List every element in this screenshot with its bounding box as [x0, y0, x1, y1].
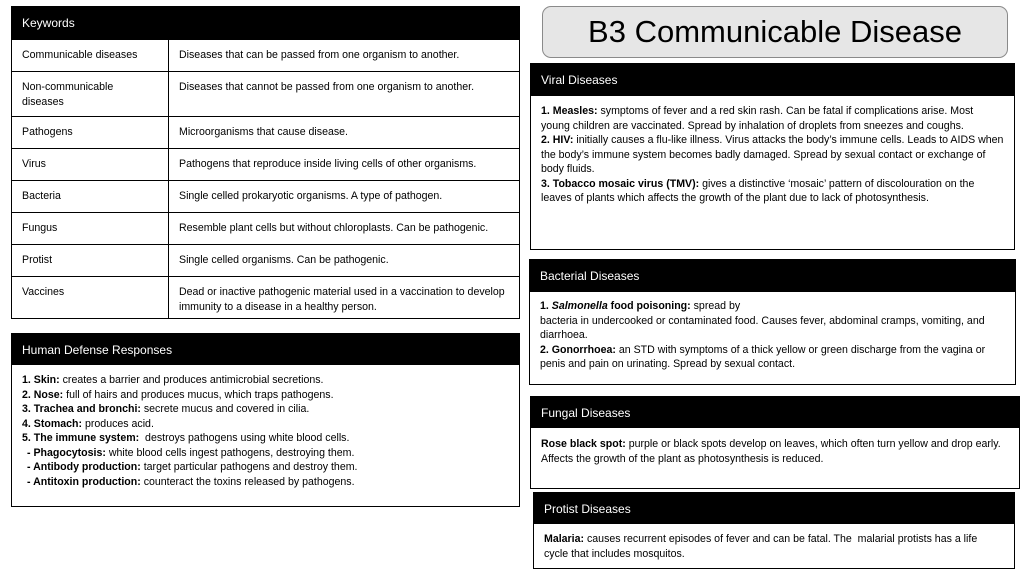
list-item: - Antitoxin production: counteract the toxins released by pathogens. — [27, 475, 355, 488]
bacterial-heading: Bacterial Diseases — [530, 260, 1015, 292]
list-item: 5. The immune system: destroys pathogens using white blood cells. — [22, 432, 350, 444]
viral-body — [531, 96, 1014, 213]
keyword-term: Virus — [12, 149, 169, 180]
keyword-definition: Single celled prokaryotic organisms. A type of pathogen. — [179, 190, 443, 202]
list-item: 2. Gonorrhoea: an STD with symptoms of a thick yellow or green discharge from the vagina or penis and pain on urinating. Spread by sexual contact. — [540, 343, 986, 370]
list-item: - Phagocytosis: white blood cells ingest pathogens, destroying them. — [27, 446, 355, 459]
list-item: 4. Stomach: produces acid. — [22, 417, 154, 430]
bacterial-panel — [529, 259, 1016, 385]
list-item: Malaria: causes recurrent episodes of fever and can be fatal. The malarial protists has a life cycle that includes mosquitos. — [544, 533, 981, 560]
defense-heading: Human Defense Responses — [12, 334, 519, 365]
keyword-definition: Microorganisms that cause disease. — [179, 126, 348, 138]
keyword-definition: Dead or inactive pathogenic material used in a vaccination to develop immunity to a disease in a healthy person. — [179, 286, 505, 313]
list-item: - Antibody production: target particular pathogens and destroy them. — [27, 461, 358, 473]
list-item: 3. Trachea and bronchi: secrete mucus and covered in cilia. — [22, 403, 310, 415]
bacterial-body — [530, 292, 1015, 379]
keyword-definition: Single celled organisms. Can be pathogenic. — [179, 254, 389, 266]
fungal-heading: Fungal Diseases — [531, 397, 1019, 428]
keywords-heading: Keywords — [12, 7, 519, 39]
fungal-body — [531, 428, 1019, 473]
list-item: 1. Salmonella food poisoning: spread by — [540, 300, 741, 312]
viral-heading: Viral Diseases — [531, 64, 1014, 96]
viral-panel — [530, 63, 1015, 250]
protist-heading: Protist Diseases — [534, 493, 1014, 524]
keywords-panel — [11, 6, 520, 319]
keyword-term: Fungus — [12, 213, 169, 244]
keyword-term: Non-communicable diseases — [12, 72, 169, 116]
keyword-term: Pathogens — [12, 117, 169, 148]
keyword-row — [12, 212, 519, 244]
list-item-continuation: bacteria in undercooked or contaminated food. Causes fever, abdominal cramps, vomiting, and diarrhoea. — [540, 314, 985, 341]
keyword-row — [12, 148, 519, 180]
keyword-row — [12, 276, 519, 318]
keyword-row — [12, 116, 519, 148]
keyword-row — [12, 180, 519, 212]
defense-panel — [11, 333, 520, 507]
list-item: 2. Nose: full of hairs and produces mucus, which traps pathogens. — [22, 388, 334, 401]
keyword-definition: Pathogens that reproduce inside living cells of other organisms. — [179, 158, 477, 170]
keyword-definition: Diseases that can be passed from one organism to another. — [179, 49, 460, 61]
defense-body — [12, 365, 519, 496]
list-item: 1. Skin: creates a barrier and produces antimicrobial secretions. — [22, 374, 324, 386]
keyword-row — [12, 244, 519, 276]
keyword-definition: Diseases that cannot be passed from one organism to another. — [179, 81, 475, 93]
list-item: 1. Measles: symptoms of fever and a red skin rash. Can be fatal if complications arise. Most young children are vaccinated. Spread by inhalation of droplets from sneezes and coughs. — [541, 105, 974, 132]
keyword-row — [12, 39, 519, 71]
keyword-row — [12, 71, 519, 116]
list-item: 2. HIV: initially causes a flu-like illness. Virus attacks the body’s immune cells. Leads to AIDS when the body’s immune system becomes badly damaged. Spread by sexual contact or exchange of body fluids. — [541, 134, 1004, 175]
fungal-panel — [530, 396, 1020, 489]
keyword-term: Vaccines — [12, 277, 169, 318]
page-title: B3 Communicable Disease — [542, 6, 1008, 58]
keyword-term: Protist — [12, 245, 169, 276]
list-item: Rose black spot: purple or black spots develop on leaves, which often turn yellow and drop early. Affects the growth of the plant as photosynthesis is reduced. — [541, 438, 1001, 465]
keyword-definition: Resemble plant cells but without chloroplasts. Can be pathogenic. — [179, 222, 489, 234]
keyword-term: Bacteria — [12, 181, 169, 212]
keyword-term: Communicable diseases — [12, 40, 169, 71]
list-item: 3. Tobacco mosaic virus (TMV): gives a distinctive ‘mosaic’ pattern of discolouration on the leaves of plants which affects the growth of the plant due to lack of photosynthesis. — [541, 177, 975, 204]
protist-panel — [533, 492, 1015, 569]
protist-body — [534, 524, 1014, 568]
